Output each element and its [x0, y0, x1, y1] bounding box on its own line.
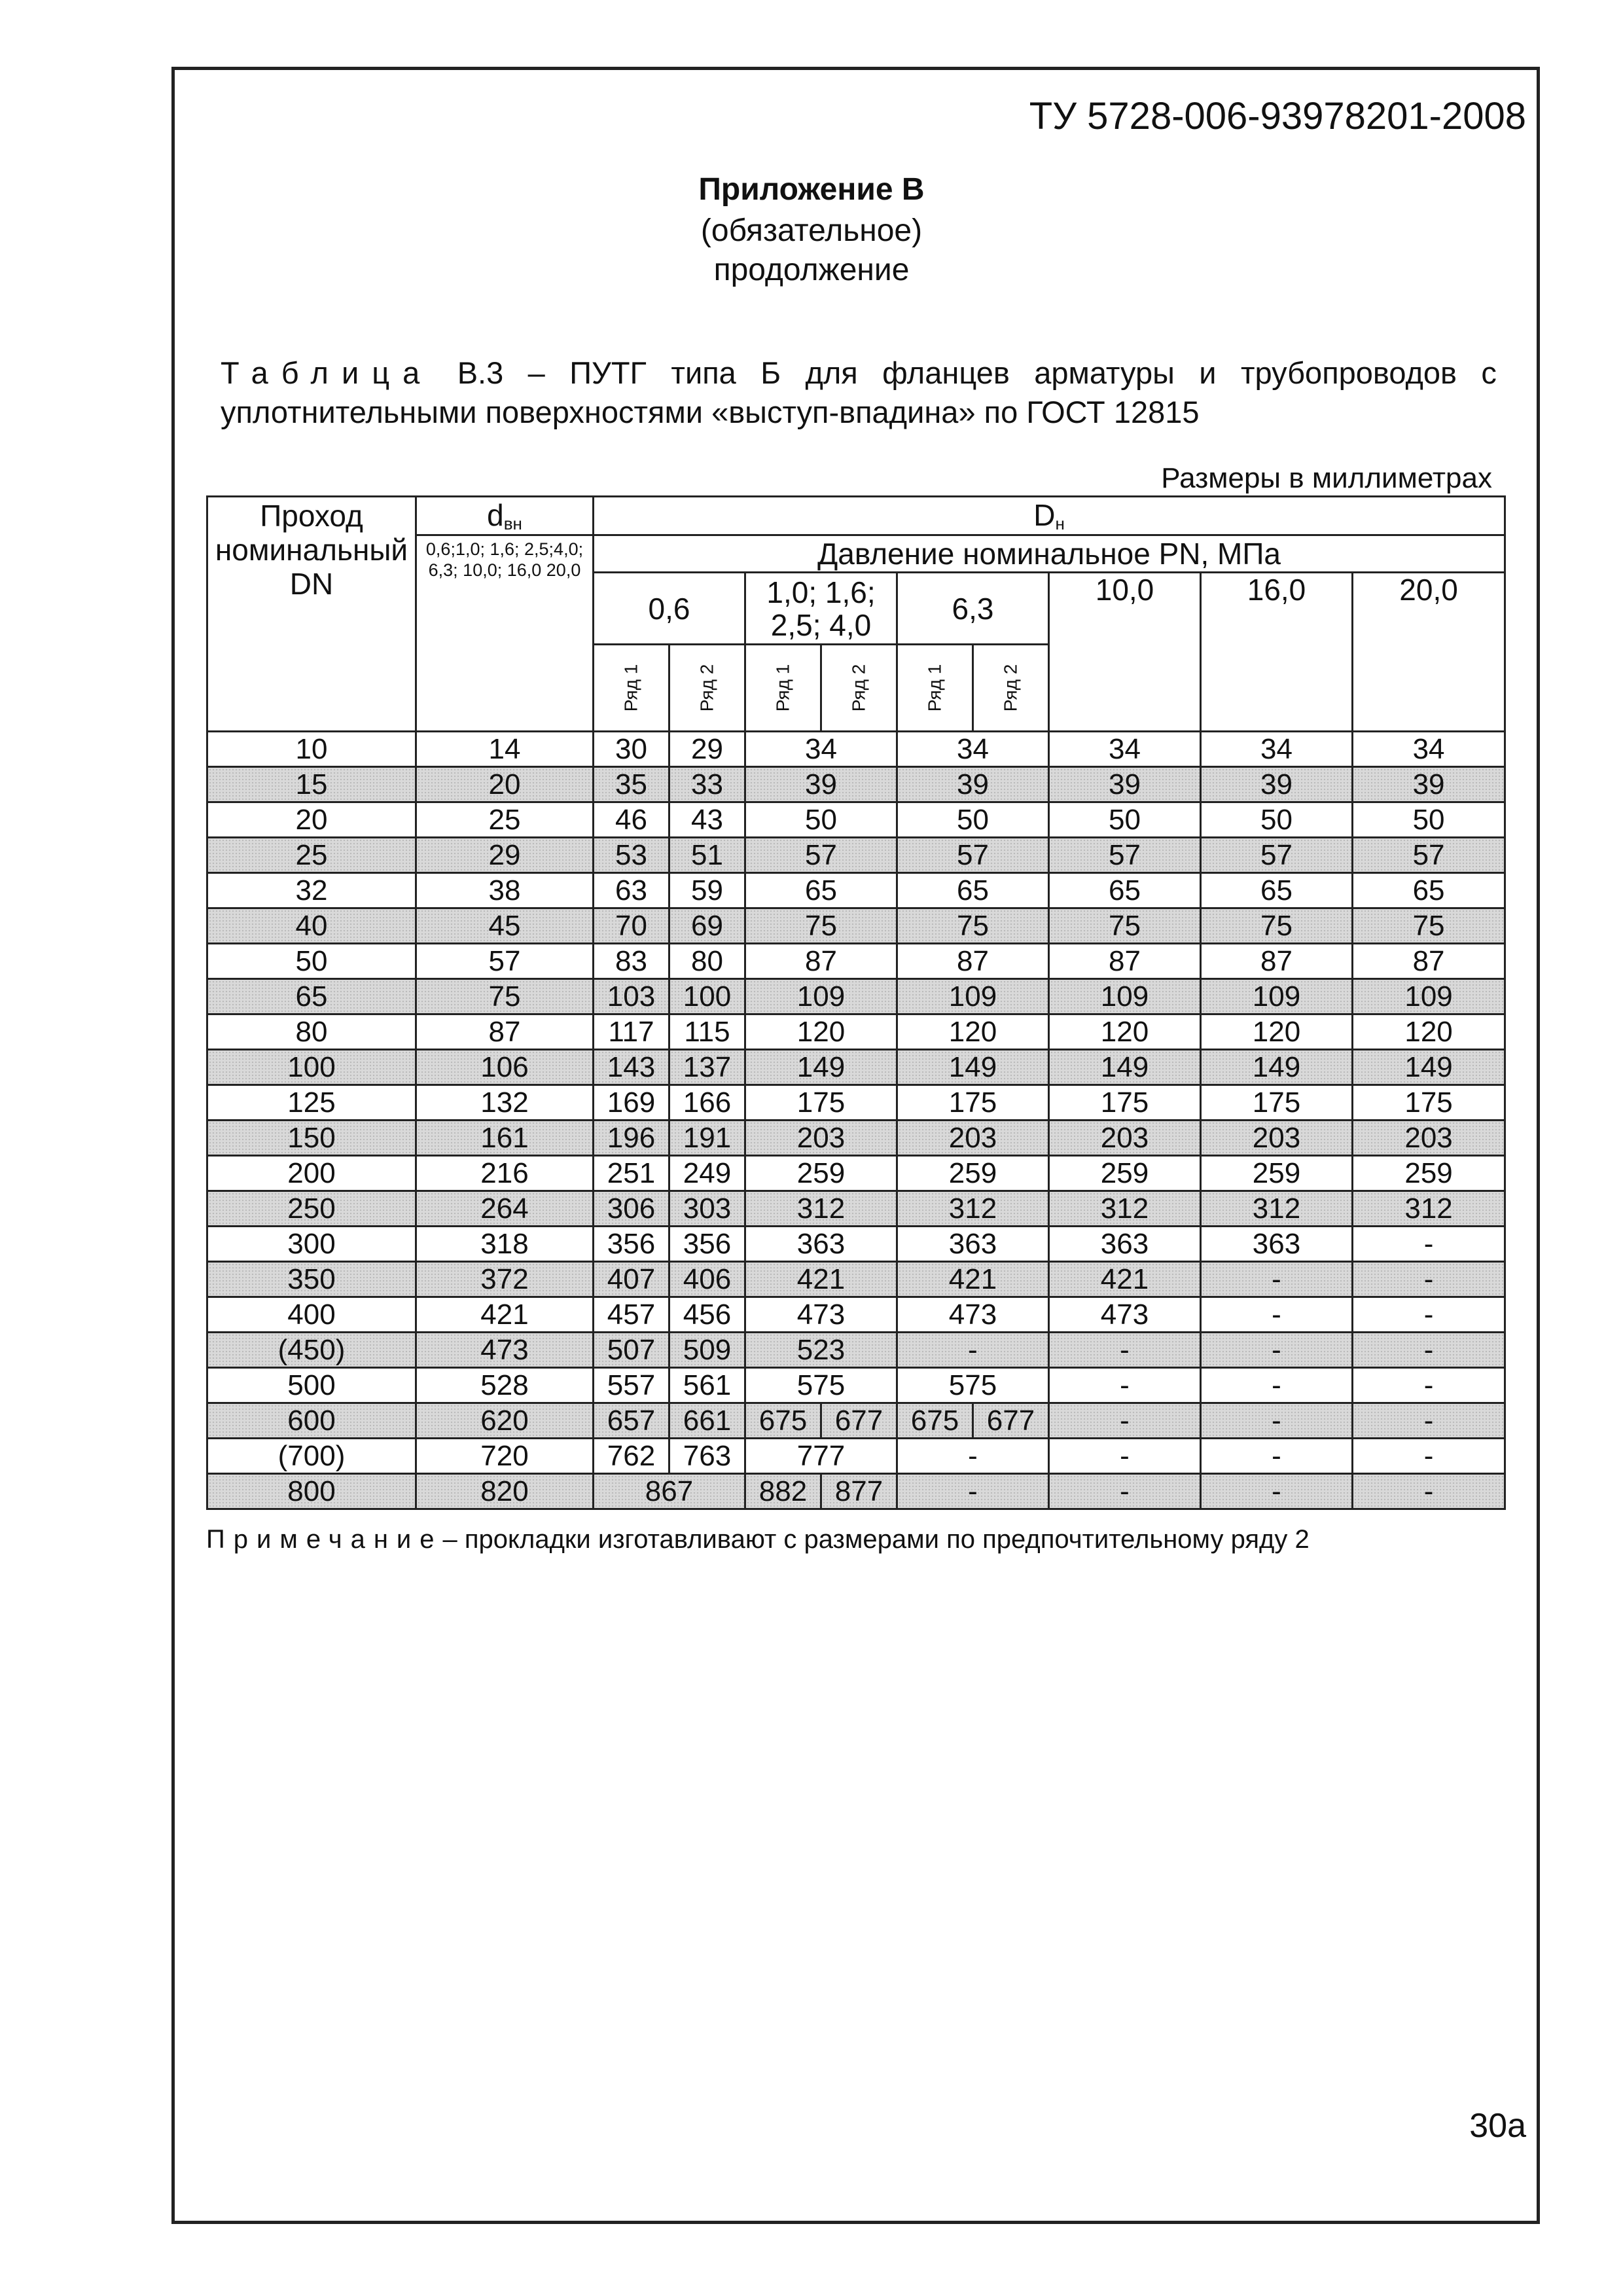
header-dvn-pressures: 0,6;1,0; 1,6; 2,5;4,0; 6,3; 10,0; 16,0 20,0	[416, 535, 594, 732]
table-row	[207, 1333, 1505, 1368]
cell-value: 421	[1049, 1262, 1201, 1297]
cell-dn: 100	[207, 1050, 416, 1085]
cell-value: 34	[1049, 732, 1201, 767]
cell-value: 57	[1201, 838, 1353, 873]
cell-value: 65	[745, 873, 897, 908]
cell-value: 109	[897, 979, 1049, 1014]
cell-value: 149	[897, 1050, 1049, 1085]
table-row	[207, 1439, 1505, 1474]
cell-value: 303	[669, 1191, 745, 1227]
cell-value: 100	[669, 979, 745, 1014]
table-row	[207, 1085, 1505, 1121]
cell-value: 175	[1353, 1085, 1505, 1121]
cell-dvn: 318	[416, 1227, 594, 1262]
cell-value: 87	[1201, 944, 1353, 979]
header-row2: Ряд 2	[821, 645, 897, 732]
cell-dvn: 216	[416, 1156, 594, 1191]
cell-dn: 65	[207, 979, 416, 1014]
document-code: ТУ 5728-006-93978201-2008	[1029, 95, 1526, 137]
cell-value: 120	[897, 1014, 1049, 1050]
caption-word: фланцев	[882, 355, 1010, 390]
cell-value: 57	[897, 838, 1049, 873]
table-row	[207, 979, 1505, 1014]
cell-value: 80	[669, 944, 745, 979]
cell-value: 109	[1353, 979, 1505, 1014]
cell-value: 35	[594, 767, 669, 802]
cell-value: -	[1353, 1403, 1505, 1439]
cell-value: 65	[1049, 873, 1201, 908]
cell-value: 312	[897, 1191, 1049, 1227]
cell-value: 51	[669, 838, 745, 873]
cell-value: 117	[594, 1014, 669, 1050]
cell-value: -	[1201, 1439, 1353, 1474]
header-dn-outer: $D_н$	[594, 497, 1505, 535]
table-row	[207, 1368, 1505, 1403]
cell-value: 882	[745, 1474, 821, 1509]
cell-value: 39	[897, 767, 1049, 802]
table-row	[207, 1156, 1505, 1191]
table-row	[207, 1403, 1505, 1439]
cell-value: 50	[1201, 802, 1353, 838]
cell-value: 30	[594, 732, 669, 767]
cell-value: 675	[897, 1403, 973, 1439]
header-pn-1-0-4-0: 1,0; 1,6; 2,5; 4,0	[745, 573, 897, 645]
cell-value: 557	[594, 1368, 669, 1403]
cell-value: 203	[1049, 1121, 1201, 1156]
cell-value: 507	[594, 1333, 669, 1368]
cell-value: 169	[594, 1085, 669, 1121]
cell-value: 259	[745, 1156, 897, 1191]
cell-value: 149	[745, 1050, 897, 1085]
table-row	[207, 838, 1505, 873]
table-row	[207, 1191, 1505, 1227]
cell-dn: 800	[207, 1474, 416, 1509]
cell-value: -	[1353, 1368, 1505, 1403]
cell-value: 65	[897, 873, 1049, 908]
cell-value: -	[1201, 1262, 1353, 1297]
cell-value: 57	[745, 838, 897, 873]
header-row1: Ряд 1	[897, 645, 973, 732]
cell-value: 166	[669, 1085, 745, 1121]
cell-dvn: 14	[416, 732, 594, 767]
cell-value: 259	[1049, 1156, 1201, 1191]
cell-dn: 10	[207, 732, 416, 767]
cell-value: 677	[821, 1403, 897, 1439]
cell-dn: 25	[207, 838, 416, 873]
cell-value: -	[1353, 1262, 1505, 1297]
table-note	[206, 1525, 1310, 1554]
cell-dn: 20	[207, 802, 416, 838]
cell-value: 75	[745, 908, 897, 944]
cell-dn: 150	[207, 1121, 416, 1156]
header-pressure-label: Давление номинальное PN, МПа	[594, 535, 1505, 573]
cell-value: 103	[594, 979, 669, 1014]
units-note: Размеры в миллиметрах	[1161, 462, 1492, 494]
table-row	[207, 732, 1505, 767]
caption-word: Б	[760, 355, 781, 390]
cell-value: -	[1201, 1368, 1353, 1403]
cell-value: 39	[1353, 767, 1505, 802]
cell-dn: 50	[207, 944, 416, 979]
cell-value: 29	[669, 732, 745, 767]
cell-value: 34	[1201, 732, 1353, 767]
cell-dn: 125	[207, 1085, 416, 1121]
cell-value: 777	[745, 1439, 897, 1474]
cell-value: 75	[1353, 908, 1505, 944]
cell-dn: 400	[207, 1297, 416, 1333]
table-row	[207, 767, 1505, 802]
cell-dvn: 161	[416, 1121, 594, 1156]
cell-value: 33	[669, 767, 745, 802]
caption-line-1	[221, 353, 1497, 393]
cell-value: 34	[1353, 732, 1505, 767]
cell-value: 39	[1201, 767, 1353, 802]
cell-value: 115	[669, 1014, 745, 1050]
cell-value: 356	[669, 1227, 745, 1262]
header-row2: Ряд 2	[669, 645, 745, 732]
cell-value: -	[1049, 1368, 1201, 1403]
cell-value: 575	[897, 1368, 1049, 1403]
cell-value: 675	[745, 1403, 821, 1439]
cell-value: -	[1049, 1439, 1201, 1474]
table-caption	[221, 353, 1497, 432]
cell-value: 75	[1201, 908, 1353, 944]
cell-value: 661	[669, 1403, 745, 1439]
cell-value: 456	[669, 1297, 745, 1333]
header-pn-0-6: 0,6	[594, 573, 745, 645]
caption-word: арматуры	[1034, 355, 1175, 390]
cell-value: 363	[1049, 1227, 1201, 1262]
cell-value: 43	[669, 802, 745, 838]
cell-value: -	[1049, 1333, 1201, 1368]
cell-value: 70	[594, 908, 669, 944]
cell-value: 149	[1201, 1050, 1353, 1085]
page-number: 30а	[1469, 2107, 1526, 2145]
note-label: Примечание	[206, 1525, 443, 1554]
table-row	[207, 908, 1505, 944]
cell-value: 175	[1049, 1085, 1201, 1121]
cell-value: 203	[745, 1121, 897, 1156]
cell-value: 120	[1353, 1014, 1505, 1050]
caption-word: типа	[671, 355, 736, 390]
cell-value: 34	[745, 732, 897, 767]
cell-value: 561	[669, 1368, 745, 1403]
cell-value: 509	[669, 1333, 745, 1368]
cell-value: 39	[1049, 767, 1201, 802]
cell-value: 312	[1049, 1191, 1201, 1227]
cell-value: -	[897, 1474, 1049, 1509]
cell-value: 50	[1049, 802, 1201, 838]
table-row	[207, 1050, 1505, 1085]
cell-dvn: 38	[416, 873, 594, 908]
cell-value: 109	[1201, 979, 1353, 1014]
cell-value: 120	[1201, 1014, 1353, 1050]
table-body	[207, 732, 1505, 1509]
cell-value: -	[897, 1439, 1049, 1474]
appendix-type: (обязательное)	[700, 213, 923, 248]
cell-value: 46	[594, 802, 669, 838]
cell-dvn: 473	[416, 1333, 594, 1368]
cell-value: 763	[669, 1439, 745, 1474]
cell-dvn: 264	[416, 1191, 594, 1227]
cell-value: 50	[897, 802, 1049, 838]
cell-value: 75	[897, 908, 1049, 944]
cell-value: 63	[594, 873, 669, 908]
cell-value: 306	[594, 1191, 669, 1227]
cell-value: 457	[594, 1297, 669, 1333]
cell-value: 69	[669, 908, 745, 944]
cell-dvn: 75	[416, 979, 594, 1014]
header-pn-16: 16,0	[1201, 573, 1353, 732]
cell-value: -	[1353, 1227, 1505, 1262]
cell-value: 203	[897, 1121, 1049, 1156]
cell-value: 877	[821, 1474, 897, 1509]
cell-value: 356	[594, 1227, 669, 1262]
cell-value: 473	[897, 1297, 1049, 1333]
cell-value: 251	[594, 1156, 669, 1191]
cell-dvn: 720	[416, 1439, 594, 1474]
cell-value: 421	[897, 1262, 1049, 1297]
cell-value: 421	[745, 1262, 897, 1297]
cell-value: 65	[1353, 873, 1505, 908]
cell-value: -	[1049, 1403, 1201, 1439]
cell-dvn: 57	[416, 944, 594, 979]
cell-value: -	[1049, 1474, 1201, 1509]
header-row1: Ряд 1	[745, 645, 821, 732]
table-row	[207, 873, 1505, 908]
cell-value: 109	[745, 979, 897, 1014]
cell-dn: 200	[207, 1156, 416, 1191]
cell-value: -	[1201, 1474, 1353, 1509]
cell-value: 87	[1049, 944, 1201, 979]
caption-word: ПУТГ	[569, 355, 647, 390]
caption-label: Таблица	[221, 355, 433, 390]
cell-dn: (450)	[207, 1333, 416, 1368]
cell-value: -	[1353, 1439, 1505, 1474]
cell-value: 120	[1049, 1014, 1201, 1050]
cell-value: -	[897, 1333, 1049, 1368]
cell-dn: 300	[207, 1227, 416, 1262]
cell-value: 137	[669, 1050, 745, 1085]
cell-value: 312	[1201, 1191, 1353, 1227]
cell-value: -	[1201, 1297, 1353, 1333]
caption-word: и	[1199, 355, 1217, 390]
cell-value: 53	[594, 838, 669, 873]
caption-number: В.3	[457, 355, 504, 390]
cell-value: 39	[745, 767, 897, 802]
note-text: – прокладки изготавливают с размерами по предпочтительному ряду 2	[442, 1525, 1310, 1554]
cell-value: 407	[594, 1262, 669, 1297]
cell-value: 143	[594, 1050, 669, 1085]
cell-value: -	[1353, 1333, 1505, 1368]
cell-value: 87	[897, 944, 1049, 979]
cell-value: 75	[1049, 908, 1201, 944]
cell-dvn: 29	[416, 838, 594, 873]
cell-dn: (700)	[207, 1439, 416, 1474]
cell-value: 259	[1353, 1156, 1505, 1191]
cell-value: 363	[897, 1227, 1049, 1262]
cell-dn: 500	[207, 1368, 416, 1403]
table-row	[207, 1227, 1505, 1262]
cell-value: 473	[1049, 1297, 1201, 1333]
cell-value: 249	[669, 1156, 745, 1191]
cell-value: 259	[1201, 1156, 1353, 1191]
caption-word: трубопроводов	[1240, 355, 1457, 390]
caption-dash: –	[527, 355, 545, 390]
cell-value: 523	[745, 1333, 897, 1368]
cell-value: -	[1353, 1474, 1505, 1509]
cell-value: 109	[1049, 979, 1201, 1014]
header-row2: Ряд 2	[973, 645, 1049, 732]
caption-word: с	[1481, 355, 1497, 390]
cell-dvn: 132	[416, 1085, 594, 1121]
cell-dn: 15	[207, 767, 416, 802]
cell-value: 203	[1201, 1121, 1353, 1156]
cell-dn: 80	[207, 1014, 416, 1050]
cell-value: 34	[897, 732, 1049, 767]
gasket-dimensions-table	[206, 495, 1506, 1510]
cell-value: 149	[1049, 1050, 1201, 1085]
header-pn-10: 10,0	[1049, 573, 1201, 732]
cell-value: -	[1201, 1403, 1353, 1439]
cell-dvn: 820	[416, 1474, 594, 1509]
cell-value: 312	[1353, 1191, 1505, 1227]
cell-value: 406	[669, 1262, 745, 1297]
header-row1: Ряд 1	[594, 645, 669, 732]
cell-value: 87	[1353, 944, 1505, 979]
cell-value: 575	[745, 1368, 897, 1403]
cell-value: 677	[973, 1403, 1049, 1439]
cell-dvn: 45	[416, 908, 594, 944]
cell-value: 57	[1049, 838, 1201, 873]
cell-value: 203	[1353, 1121, 1505, 1156]
cell-value: 120	[745, 1014, 897, 1050]
table-row	[207, 1121, 1505, 1156]
cell-dn: 40	[207, 908, 416, 944]
table-row	[207, 802, 1505, 838]
cell-value: 191	[669, 1121, 745, 1156]
cell-dvn: 25	[416, 802, 594, 838]
cell-value: -	[1201, 1333, 1353, 1368]
cell-value: 363	[1201, 1227, 1353, 1262]
cell-value: 87	[745, 944, 897, 979]
table-row	[207, 944, 1505, 979]
cell-value: 175	[1201, 1085, 1353, 1121]
cell-value: 57	[1353, 838, 1505, 873]
header-pn-6-3: 6,3	[897, 573, 1049, 645]
cell-dvn: 421	[416, 1297, 594, 1333]
cell-value: 65	[1201, 873, 1353, 908]
cell-value: 149	[1353, 1050, 1505, 1085]
cell-dn: 350	[207, 1262, 416, 1297]
cell-value: 867	[594, 1474, 745, 1509]
cell-value: 50	[1353, 802, 1505, 838]
cell-dvn: 20	[416, 767, 594, 802]
cell-value: 657	[594, 1403, 669, 1439]
cell-dn: 600	[207, 1403, 416, 1439]
cell-value: 259	[897, 1156, 1049, 1191]
table-row	[207, 1474, 1505, 1509]
cell-value: 175	[897, 1085, 1049, 1121]
cell-dvn: 528	[416, 1368, 594, 1403]
cell-value: 473	[745, 1297, 897, 1333]
cell-value: 83	[594, 944, 669, 979]
cell-value: 762	[594, 1439, 669, 1474]
cell-value: -	[1353, 1297, 1505, 1333]
cell-value: 363	[745, 1227, 897, 1262]
header-dn: Проход номинальный DN	[207, 497, 416, 732]
cell-value: 312	[745, 1191, 897, 1227]
caption-word: для	[805, 355, 858, 390]
cell-dvn: 620	[416, 1403, 594, 1439]
cell-dn: 250	[207, 1191, 416, 1227]
table-row	[207, 1262, 1505, 1297]
cell-dn: 32	[207, 873, 416, 908]
appendix-continuation: продолжение	[713, 253, 910, 287]
cell-value: 175	[745, 1085, 897, 1121]
cell-dvn: 87	[416, 1014, 594, 1050]
caption-line-2: уплотнительными поверхностями «выступ-впадина» по ГОСТ 12815	[221, 395, 1200, 429]
cell-dvn: 372	[416, 1262, 594, 1297]
cell-value: 59	[669, 873, 745, 908]
cell-value: 196	[594, 1121, 669, 1156]
cell-dvn: 106	[416, 1050, 594, 1085]
table-row	[207, 1014, 1505, 1050]
header-pn-20: 20,0	[1353, 573, 1505, 732]
table-row	[207, 1297, 1505, 1333]
header-dvn: $d_{вн}$	[416, 497, 594, 535]
appendix-title: Приложение В	[698, 172, 925, 207]
cell-value: 50	[745, 802, 897, 838]
